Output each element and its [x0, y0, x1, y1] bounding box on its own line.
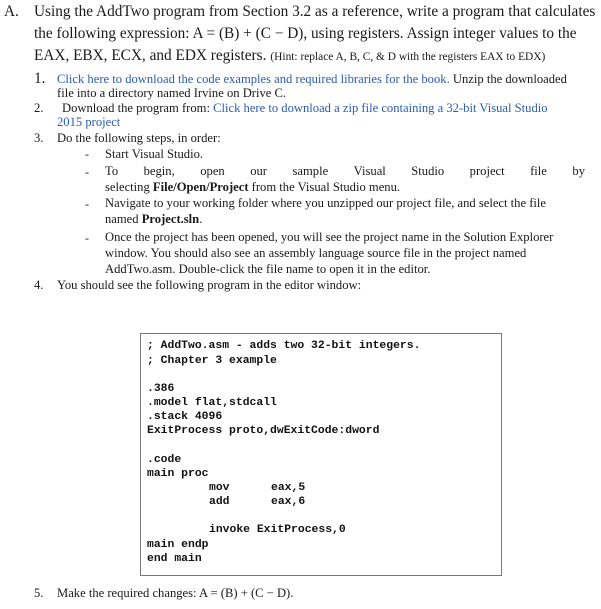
step-1-line-2: file into a directory named Irvine on Drive C.	[57, 86, 287, 100]
bullet-4-mark: -	[85, 231, 89, 245]
step-5-text: Make the required changes: A = (B) + (C − D).	[57, 586, 294, 600]
code-code-directive: .code	[147, 454, 182, 466]
intro-line-3: EAX, EBX, ECX, and EDX registers. (Hint: replace A, B, C, & D with the registers EAX to EDX)	[34, 47, 546, 64]
bullet-1-text: Start Visual Studio.	[105, 147, 204, 161]
code-exitproto: ExitProcess proto,dwExitCode:dword	[147, 425, 380, 437]
code-main-endp: main endp	[147, 539, 209, 551]
code-end-main: end main	[147, 553, 202, 565]
bullet-3-line-1: Navigate to your working folder where you unzipped our project file, and select the file	[105, 196, 546, 210]
code-editor-box	[140, 333, 502, 576]
download-examples-link[interactable]: Click here to download the code examples and required libraries for the book.	[57, 72, 450, 86]
bullet-2-line-2: selecting File/Open/Project from the Visual Studio menu.	[105, 180, 401, 194]
code-stack: .stack 4096	[147, 411, 223, 423]
bullet-2-mark: -	[85, 165, 89, 179]
download-zip-link-cont[interactable]: 2015 project	[57, 115, 121, 129]
hint-text: (Hint: replace A, B, C, & D with the registers EAX to EDX)	[270, 51, 546, 63]
step-1-line-1: Click here to download the code examples and required libraries for the book. Unzip the downloaded	[57, 72, 567, 86]
download-zip-link[interactable]: Click here to download a zip file containing a 32-bit Visual Studio	[213, 101, 548, 115]
code-386: .386	[147, 383, 175, 395]
bullet-1-mark: -	[85, 147, 89, 161]
bullet-2-line-1: To begin, open our sample Visual Studio project file by	[105, 164, 585, 178]
step-3-text: Do the following steps, in order:	[57, 131, 221, 145]
code-add-op: add	[209, 496, 230, 508]
code-comment-1: ; AddTwo.asm - adds two 32-bit integers.	[147, 340, 421, 352]
code-add-args: eax,6	[271, 496, 306, 508]
code-mov-args: eax,5	[271, 482, 306, 494]
code-mov-op: mov	[209, 482, 230, 494]
bullet-3-mark: -	[85, 197, 89, 211]
code-comment-2: ; Chapter 3 example	[147, 355, 277, 367]
step-2-line-1: Download the program from: Click here to download a zip file containing a 32-bit Visual Studio	[62, 101, 548, 115]
step-5-number: 5.	[34, 586, 44, 600]
intro-line-2: the following expression: A = (B) + (C − D), using registers. Assign integer values to the	[34, 25, 577, 42]
step-3-number: 3.	[34, 131, 44, 145]
step-4-text: You should see the following program in the editor window:	[57, 278, 362, 292]
step-2-number: 2.	[34, 101, 44, 115]
step-1-number: 1.	[34, 70, 46, 87]
section-marker: A.	[4, 3, 19, 20]
code-invoke: invoke ExitProcess,0	[209, 524, 346, 536]
code-model: .model flat,stdcall	[147, 397, 277, 409]
bullet-3-line-2: named Project.sln.	[105, 212, 203, 226]
bullet-4-line-3: AddTwo.asm. Double-click the file name to open it in the editor.	[105, 262, 431, 276]
bullet-4-line-2: window. You should also see an assembly language source file in the project named	[105, 246, 527, 260]
bullet-4-line-1: Once the project has been opened, you will see the project name in the Solution Explorer	[105, 230, 554, 244]
intro-line-1: Using the AddTwo program from Section 3.2 as a reference, write a program that calculates	[34, 3, 596, 20]
code-main-proc: main proc	[147, 468, 209, 480]
step-4-number: 4.	[34, 278, 44, 292]
